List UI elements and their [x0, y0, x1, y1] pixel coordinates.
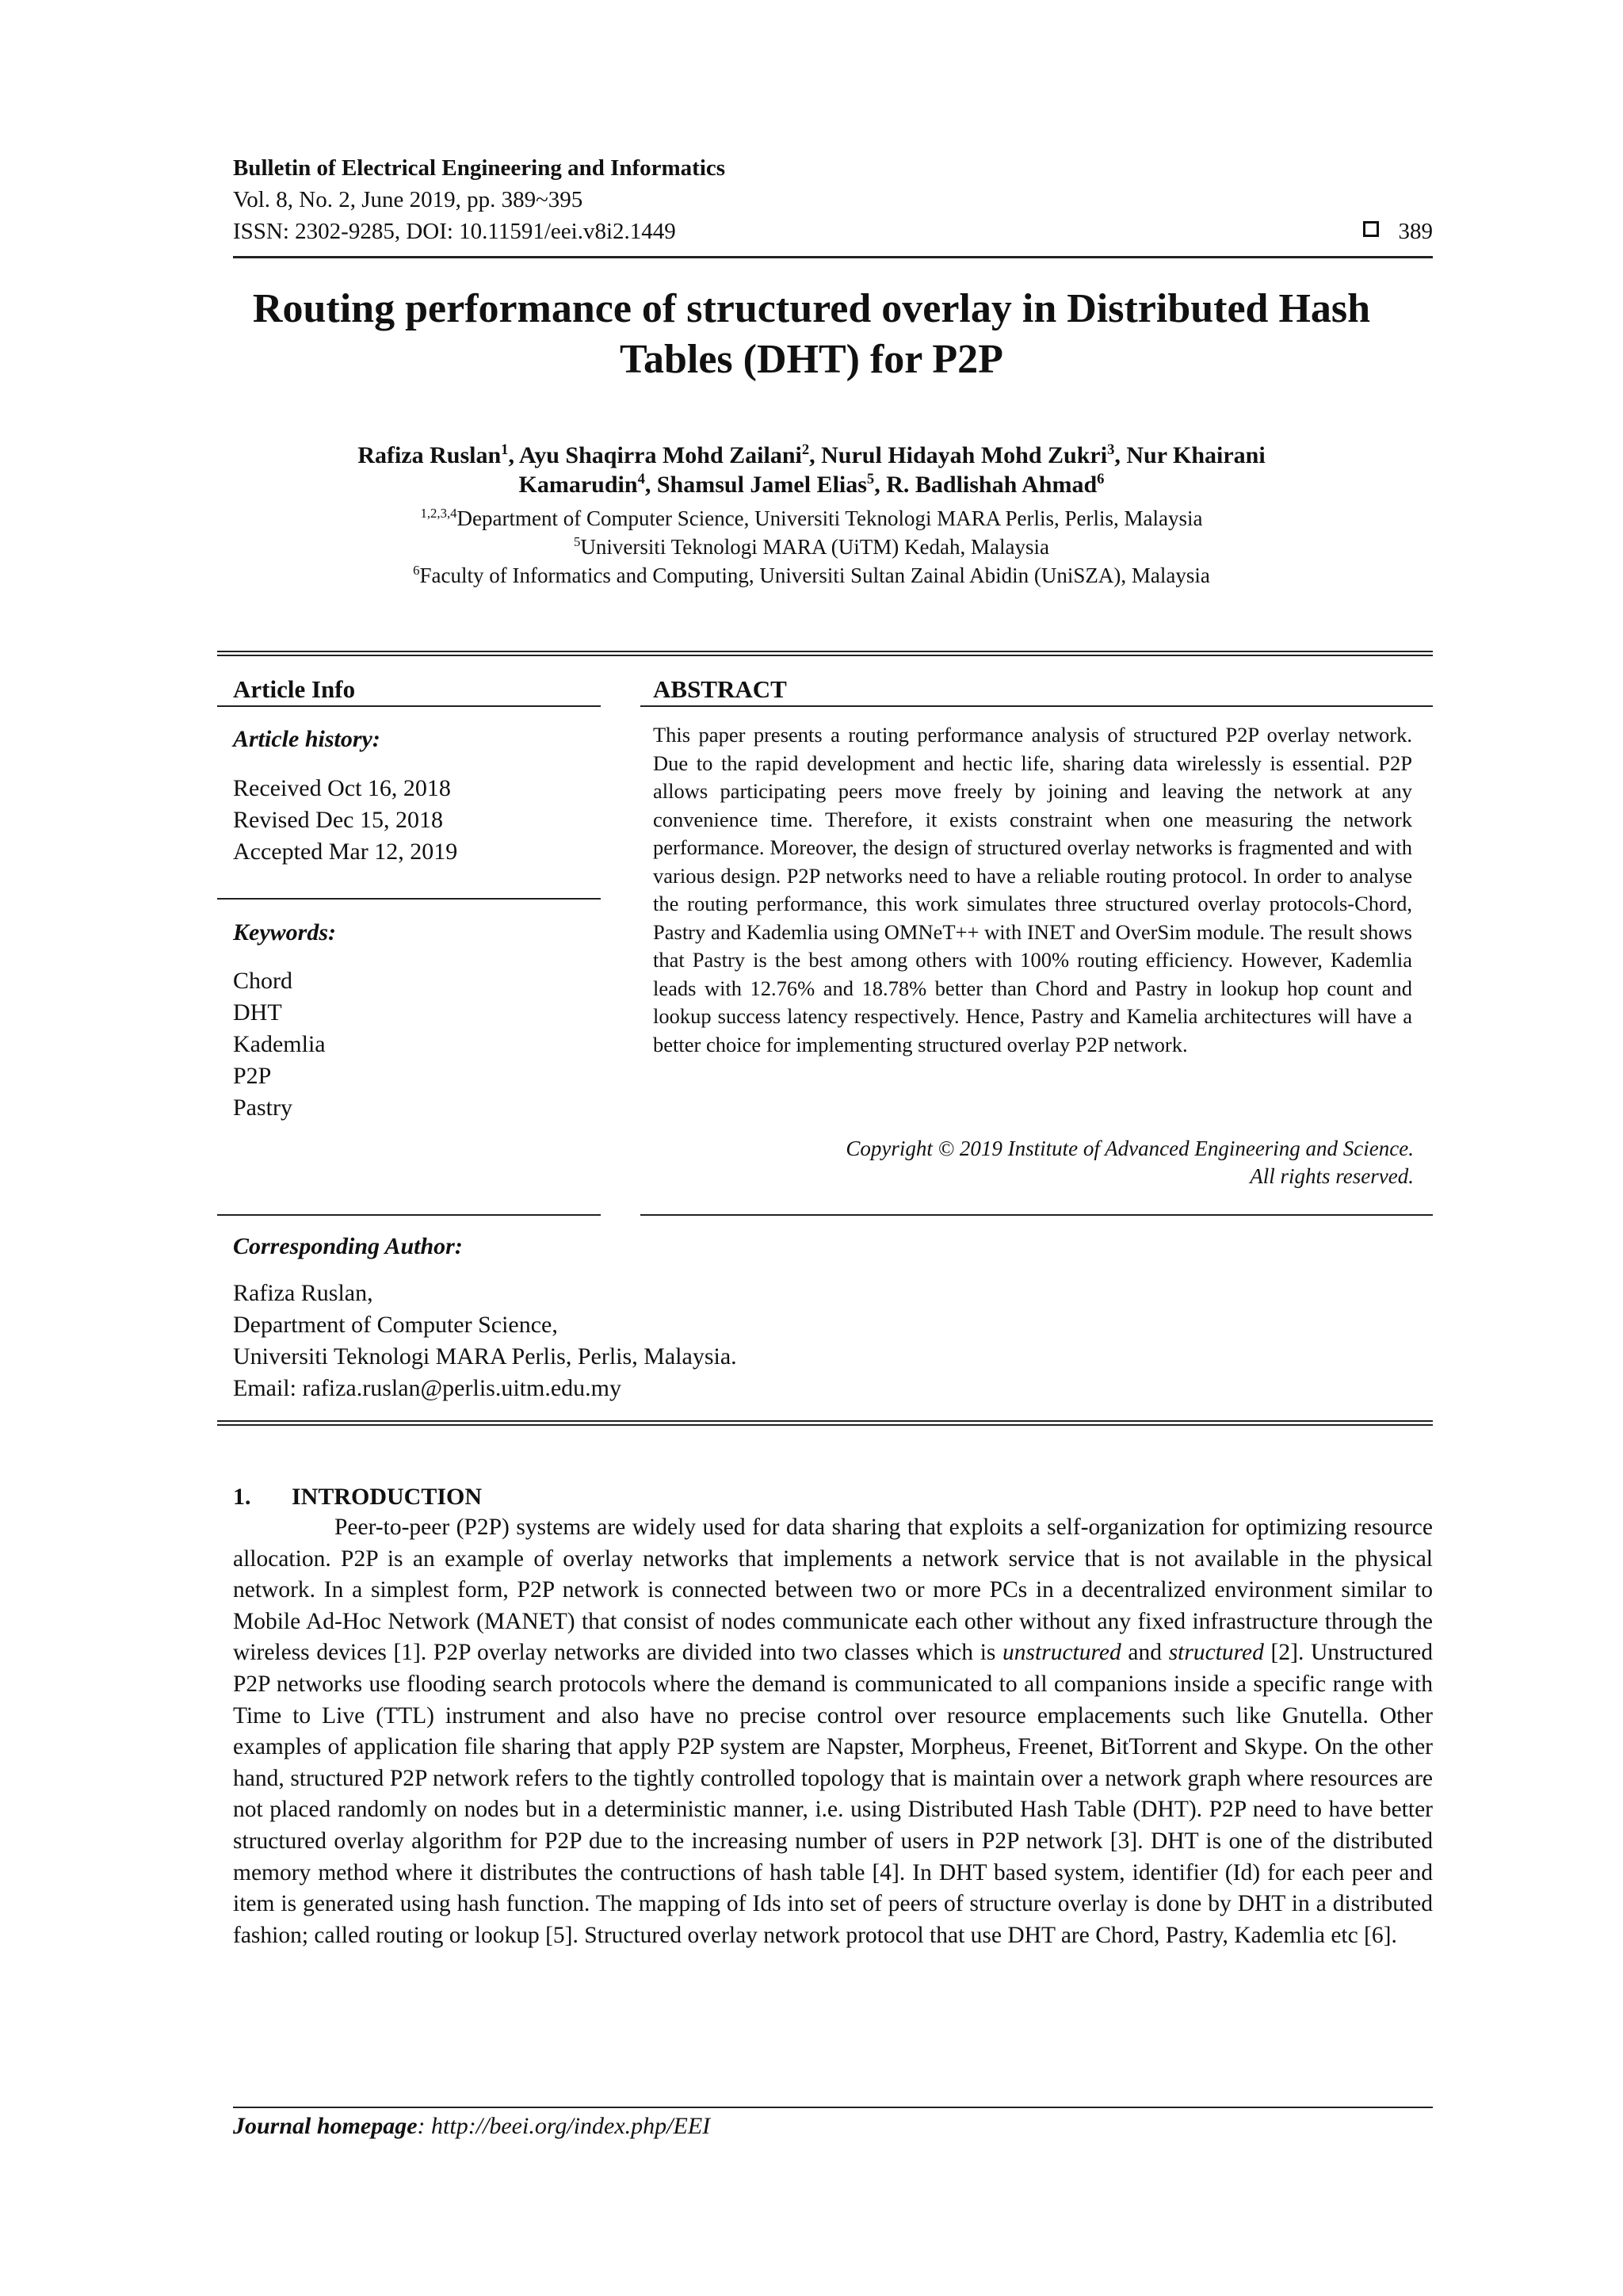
affiliation-sup: 6	[413, 563, 420, 578]
author-name: , R. Badlishah Ahmad	[874, 472, 1098, 498]
intro-text: and	[1121, 1640, 1169, 1666]
author-name: Kamarudin	[518, 472, 638, 498]
title-line-1: Routing performance of structured overlay in Distributed Hash	[252, 286, 1371, 331]
intro-text: [2]. Unstructured P2P networks use flooding search protocols where the demand is communicated to all companions inside a specific range with Time to Live (TTL) instrument and also have no precise control over resource emplacements such like Gnutella. Other examples of application file sharing that apply P2P system are Napster, Morpheus, Freenet, BitTorrent and Skype. On the other hand, structured P2P network refers to the tightly controlled topology that is maintain over a network graph where resources are not placed randomly on nodes but in a deterministic manner, i.e. using Distributed Hash Table (DHT). P2P need to have better structured overlay algorithm for P2P due to the increasing number of users in P2P network [3]. DHT is one of the distributed memory method where it distributes the contructions of hash table [4]. In DHT based system, identifier (Id) for each peer and item is generated using hash function. The mapping of Ids into set of peers of structure overlay is done by DHT in a distributed fashion; called routing or lookup [5]. Structured overlay network protocol that use DHT are Chord, Pastry, Kademlia etc [6].	[233, 1640, 1434, 1948]
intro-text: Peer-to-peer (P2P) systems are widely used for data sharing that exploits a self-organization for optimizing resource allocation. P2P is an example of overlay networks that implements a network service that is not available in the physical network. In a simplest form, P2P network is connected between two or more PCs in a decentralized environment similar to Mobile Ad-Hoc Network (MANET) that consist of nodes communicate each other without any fixed infrastructure through the wireless devices [1]. P2P overlay networks are divided into two classes which is	[233, 1515, 1433, 1666]
corresponding-email: Email: rafiza.ruslan@perlis.uitm.edu.my	[233, 1375, 621, 1401]
keyword-item: Pastry	[233, 1095, 292, 1121]
keyword-item: Kademlia	[233, 1031, 326, 1057]
info-box-bottom-rule-2	[217, 1424, 1433, 1426]
title-line-2: Tables (DHT) for P2P	[620, 337, 1003, 382]
corresponding-department: Department of Computer Science,	[233, 1312, 558, 1338]
header-rule	[233, 256, 1433, 258]
rights-line: All rights reserved.	[1250, 1164, 1414, 1188]
keyword-item: Chord	[233, 968, 292, 994]
page-number: 389	[1398, 219, 1433, 244]
corresponding-author-heading: Corresponding Author:	[233, 1233, 463, 1259]
author-name: , Ayu Shaqirra Mohd Zailani	[508, 442, 802, 468]
affiliation-3	[238, 563, 1385, 589]
received-date: Received Oct 16, 2018	[233, 775, 451, 801]
affiliation-text: Department of Computer Science, Universiti Teknologi MARA Perlis, Perlis, Malaysia	[456, 506, 1203, 530]
journal-homepage	[233, 2113, 710, 2140]
history-rule	[217, 898, 601, 900]
issn-doi: ISSN: 2302-9285, DOI: 10.11591/eei.v8i2.1449	[233, 219, 676, 244]
paper-title	[190, 284, 1433, 385]
article-history-heading: Article history:	[233, 726, 380, 752]
section-title: INTRODUCTION	[292, 1484, 483, 1510]
homepage-label: Journal homepage	[233, 2113, 418, 2139]
affiliation-text: Universiti Teknologi MARA (UiTM) Kedah, Malaysia	[580, 535, 1049, 559]
copyright-line: Copyright © 2019 Institute of Advanced Engineering and Science.	[846, 1137, 1414, 1160]
affiliation-sup: 1,2,3,4	[420, 506, 457, 521]
abstract-bottom-rule	[640, 1214, 1433, 1216]
affiliation-sup: 5	[574, 534, 581, 549]
keyword-item: P2P	[233, 1063, 272, 1089]
footer-rule	[233, 2107, 1433, 2108]
affiliation-2	[238, 534, 1385, 560]
author-sup: 6	[1097, 471, 1105, 487]
copyright-notice	[846, 1135, 1414, 1190]
author-sup: 2	[801, 441, 810, 458]
abstract-rule	[640, 705, 1433, 707]
author-sup: 4	[637, 471, 645, 487]
checkbox-square-icon	[1363, 221, 1379, 237]
intro-emphasis: unstructured	[1002, 1640, 1121, 1666]
article-info-heading: Article Info	[233, 675, 356, 703]
author-sup: 3	[1107, 441, 1115, 458]
volume-info: Vol. 8, No. 2, June 2019, pp. 389~395	[233, 187, 583, 212]
author-name: , Nur Khairani	[1114, 442, 1266, 468]
corresponding-name: Rafiza Ruslan,	[233, 1280, 373, 1306]
accepted-date: Accepted Mar 12, 2019	[233, 839, 458, 865]
affiliation-1	[238, 506, 1385, 532]
section-heading	[233, 1484, 482, 1511]
abstract-heading: ABSTRACT	[653, 675, 787, 703]
author-list	[238, 441, 1385, 499]
author-name: Rafiza Ruslan	[357, 442, 502, 468]
affiliation-text: Faculty of Informatics and Computing, Universiti Sultan Zainal Abidin (UniSZA), Malaysia	[419, 563, 1210, 587]
keywords-rule	[217, 1214, 601, 1216]
article-info-rule	[217, 705, 601, 707]
abstract-text: This paper presents a routing performance analysis of structured P2P overlay network. Due to the rapid development and hectic life, sharing data wirelessly is essential. P2P allows participating peers move freely by joining and leaving the network at any convenience time. Therefore, it exists constraint when one measuring the network performance. Moreover, the design of structured overlay networks is fragmented and with various design. P2P networks need to have a reliable routing protocol. In order to analyse the routing performance, this work simulates three structured overlay protocols-Chord, Pastry and Kademlia using OMNeT++ with INET and OverSim module. The result shows that Pastry is the best among others with 100% routing efficiency. However, Kademlia leads with 12.76% and 18.78% better than Chord and Pastry in lookup hop count and lookup success latency respectively. Hence, Pastry and Kamelia architectures will have a better choice for implementing structured overlay P2P network.	[653, 723, 1412, 1056]
info-box-top-rule-2	[217, 655, 1433, 656]
author-name: , Shamsul Jamel Elias	[644, 472, 867, 498]
keywords-heading: Keywords:	[233, 919, 336, 946]
author-sup: 5	[866, 471, 875, 487]
keyword-item: DHT	[233, 999, 282, 1026]
revised-date: Revised Dec 15, 2018	[233, 807, 443, 833]
introduction-paragraph	[233, 1512, 1433, 1951]
author-name: , Nurul Hidayah Mohd Zukri	[809, 442, 1108, 468]
corresponding-university: Universiti Teknologi MARA Perlis, Perlis, Malaysia.	[233, 1343, 737, 1370]
info-box-bottom-rule	[217, 1420, 1433, 1422]
homepage-url[interactable]: : http://beei.org/index.php/EEI	[417, 2113, 711, 2139]
info-box-top-rule	[217, 651, 1433, 652]
section-number: 1.	[233, 1484, 251, 1510]
author-sup: 1	[501, 441, 509, 458]
journal-name: Bulletin of Electrical Engineering and Informatics	[233, 155, 726, 181]
intro-emphasis: structured	[1168, 1640, 1264, 1666]
